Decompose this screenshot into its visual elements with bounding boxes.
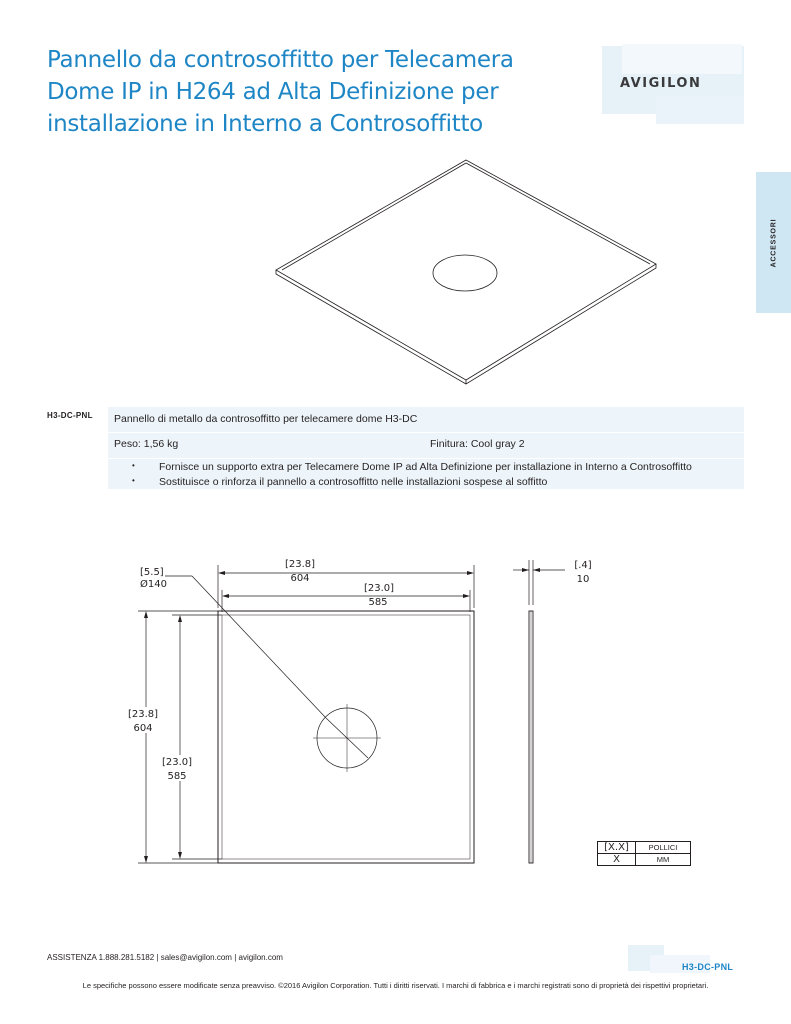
units-mm-key: X (598, 854, 636, 866)
dim-thickness-mm: 10 (576, 574, 590, 585)
panel-illustration (276, 160, 656, 384)
title-line-3: installazione in Interno a Controsoffitto (47, 111, 483, 137)
spec-description: Pannello di metallo da controsoffitto per telecamere dome H3-DC (114, 413, 418, 425)
spec-row-features (108, 459, 744, 489)
units-legend (597, 841, 691, 866)
avigilon-logo: AVIGILON (620, 76, 702, 91)
dim-outer-width-in: [23.8] (284, 559, 316, 570)
side-view-drawing (513, 560, 565, 863)
dim-outer-height-mm: 604 (133, 723, 153, 734)
dim-inner-width-in: [23.0] (363, 583, 395, 594)
units-inch-label: POLLICI (636, 842, 691, 854)
dim-hole-in: [5.5] (140, 567, 164, 578)
bullet-dot-icon: • (132, 476, 135, 485)
dim-outer-height-in: [23.8] (127, 709, 159, 720)
spec-finish: Finitura: Cool gray 2 (430, 438, 525, 450)
dim-inner-height-mm: 585 (167, 771, 187, 782)
title-line-2: Dome IP in H264 ad Alta Definizione per (47, 79, 499, 105)
spec-row-description (108, 407, 744, 432)
dim-hole-mm: Ø140 (140, 579, 167, 590)
feature-text: Sostituisce o rinforza il pannello a controsoffitto nelle installazioni sospese al soffitto (159, 476, 548, 488)
footer-legal: Le specifiche possono essere modificate senza preavviso. ©2016 Avigilon Corporation. Tutti i diritti riservati. I marchi di fabbrica e i marchi registrati sono di proprietà dei rispettivi proprietari. (82, 981, 709, 990)
units-mm-label: MM (636, 854, 691, 866)
spec-weight: Peso: 1,56 kg (114, 438, 179, 450)
feature-text: Fornisce un supporto extra per Telecamere Dome IP ad Alta Definizione per installazione in Interno a Controsoffitto (159, 461, 692, 473)
dim-inner-width-mm: 585 (368, 597, 388, 608)
side-tab-label: ACCESSORI (770, 218, 777, 267)
bullet-dot-icon: • (132, 461, 135, 470)
dim-thickness-in: [.4] (574, 560, 592, 571)
dim-outer-width-mm: 604 (290, 573, 310, 584)
front-view-drawing (138, 565, 474, 863)
title-line-1: Pannello da controsoffitto per Telecamera (47, 47, 514, 73)
dim-inner-height-in: [23.0] (161, 757, 193, 768)
spec-product-code: H3-DC-PNL (47, 411, 93, 420)
footer-support: ASSISTENZA 1.888.281.5182 | sales@avigilon.com | avigilon.com (47, 953, 283, 962)
footer-product-code: H3-DC-PNL (682, 962, 734, 972)
units-inch-key: [X.X] (598, 842, 636, 854)
spec-row-attributes (108, 433, 744, 458)
